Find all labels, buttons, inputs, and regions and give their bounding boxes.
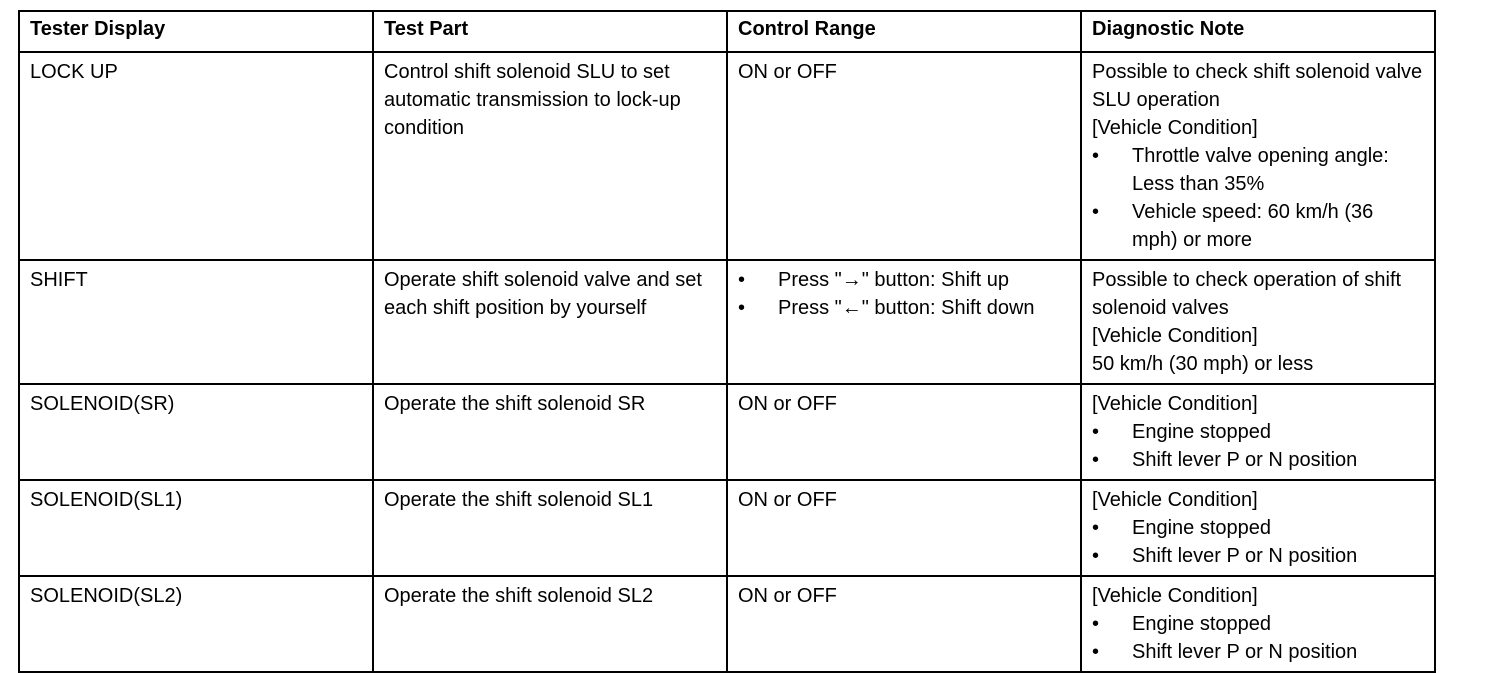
table-row [19,576,1435,672]
note-bullet-item [1092,142,1424,198]
cell-tester-display: SOLENOID(SR) [19,384,373,480]
note-line: Possible to check operation of shift solenoid valves [1092,269,1402,319]
bullet-icon: • [1092,449,1100,471]
note-bullet-item [1092,638,1424,666]
table-row [19,480,1435,576]
cell-test-part: Operate the shift solenoid SL1 [373,480,727,576]
note-line: Possible to check shift solenoid valve SLU operation [1092,61,1423,111]
note-line: [Vehicle Condition] [1092,325,1258,347]
note-bullet-item [1092,542,1424,570]
header-diagnostic-note: Diagnostic Note [1081,11,1435,52]
header-test-part: Test Part [373,11,727,52]
note-bullet-text: Shift lever P or N position [1132,449,1358,471]
bullet-icon: • [1092,517,1100,539]
table-row [19,52,1435,260]
cell-test-part: Operate the shift solenoid SL2 [373,576,727,672]
cell-diagnostic-note [1081,384,1435,480]
active-test-table [18,10,1436,673]
note-line: [Vehicle Condition] [1092,393,1258,415]
cell-tester-display: LOCK UP [19,52,373,260]
note-line: [Vehicle Condition] [1092,117,1258,139]
control-bullet-item [738,266,1070,294]
note-line: [Vehicle Condition] [1092,489,1258,511]
control-bullet-item [738,294,1070,322]
bullet-icon: • [1092,201,1100,223]
table-row [19,260,1435,384]
table-row [19,384,1435,480]
note-bullet-text: Engine stopped [1132,613,1272,635]
cell-tester-display: SOLENOID(SL2) [19,576,373,672]
note-bullet-item [1092,610,1424,638]
header-control-range: Control Range [727,11,1081,52]
note-bullet-text: Engine stopped [1132,517,1272,539]
note-bullet-item [1092,446,1424,474]
note-line: [Vehicle Condition] [1092,585,1258,607]
cell-control-range: ON or OFF [727,384,1081,480]
bullet-icon: • [1092,545,1100,567]
note-bullet-text: Throttle valve opening angle: Less than 35% [1132,145,1389,195]
cell-test-part: Control shift solenoid SLU to set automatic transmission to lock-up condition [373,52,727,260]
bullet-icon: • [738,297,746,319]
bullet-icon: • [1092,145,1100,167]
cell-test-part: Operate shift solenoid valve and set each shift position by yourself [373,260,727,384]
cell-tester-display: SHIFT [19,260,373,384]
bullet-icon: • [1092,613,1100,635]
bullet-icon: • [738,269,746,291]
cell-control-range: ON or OFF [727,576,1081,672]
note-bullet-text: Vehicle speed: 60 km/h (36 mph) or more [1132,201,1374,251]
cell-diagnostic-note [1081,260,1435,384]
cell-diagnostic-note [1081,52,1435,260]
cell-diagnostic-note [1081,576,1435,672]
control-bullet-text: Press "→" button: Shift up [778,269,1009,291]
table-header-row [19,11,1435,52]
note-bullet-item [1092,514,1424,542]
bullet-icon: • [1092,641,1100,663]
cell-control-range [727,260,1081,384]
cell-diagnostic-note [1081,480,1435,576]
cell-test-part: Operate the shift solenoid SR [373,384,727,480]
bullet-icon: • [1092,421,1100,443]
note-line: 50 km/h (30 mph) or less [1092,353,1314,375]
control-bullet-text: Press "←" button: Shift down [778,297,1035,319]
cell-control-range: ON or OFF [727,52,1081,260]
note-bullet-item [1092,418,1424,446]
note-bullet-text: Shift lever P or N position [1132,641,1358,663]
note-bullet-text: Shift lever P or N position [1132,545,1358,567]
header-tester-display: Tester Display [19,11,373,52]
note-bullet-text: Engine stopped [1132,421,1272,443]
cell-tester-display: SOLENOID(SL1) [19,480,373,576]
cell-control-range: ON or OFF [727,480,1081,576]
note-bullet-item [1092,198,1424,254]
